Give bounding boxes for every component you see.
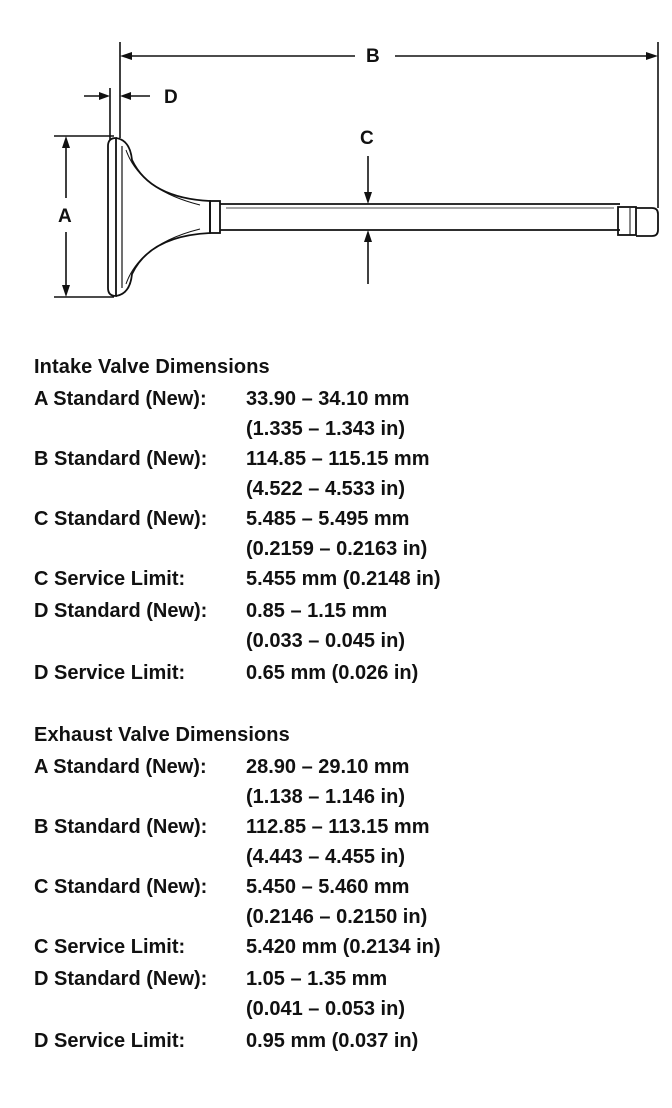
intake-title: Intake Valve Dimensions (34, 356, 270, 378)
row-value: 5.420 mm (0.2134 in) (246, 936, 441, 958)
intake-row-d-service-limit (0, 662, 672, 692)
row-value-mm: 0.85 – 1.15 mm (246, 600, 388, 622)
row-label: D Standard (New): (34, 600, 208, 622)
row-label: D Service Limit: (34, 662, 186, 684)
row-value-in: (0.033 – 0.045 in) (246, 630, 405, 652)
row-label: C Standard (New): (34, 876, 208, 898)
row-value-mm: 5.485 – 5.495 mm (246, 508, 410, 530)
row-value: 0.65 mm (0.026 in) (246, 662, 419, 684)
row-label: C Service Limit: (34, 568, 186, 590)
row-label: D Service Limit: (34, 1030, 186, 1052)
dimension-b (120, 42, 658, 208)
exhaust-row-d-standard (0, 968, 672, 1020)
valve-diagram (0, 0, 672, 330)
dimension-c (364, 156, 372, 284)
label-c: C (360, 128, 374, 149)
row-value-in: (1.335 – 1.343 in) (246, 418, 405, 440)
label-d: D (164, 87, 178, 108)
row-value-mm: 28.90 – 29.10 mm (246, 756, 410, 778)
intake-row-c-standard (0, 508, 672, 560)
exhaust-row-d-service-limit (0, 1030, 672, 1060)
intake-row-c-service-limit (0, 568, 672, 598)
exhaust-row-a-standard (0, 756, 672, 808)
row-value-mm: 33.90 – 34.10 mm (246, 388, 410, 410)
exhaust-row-c-standard (0, 876, 672, 928)
row-label: C Standard (New): (34, 508, 208, 530)
row-value: 5.455 mm (0.2148 in) (246, 568, 441, 590)
intake-row-b-standard (0, 448, 672, 500)
row-value-in: (0.041 – 0.053 in) (246, 998, 405, 1020)
row-label: D Standard (New): (34, 968, 208, 990)
row-value-in: (0.2159 – 0.2163 in) (246, 538, 428, 560)
intake-row-d-standard (0, 600, 672, 652)
row-value-mm: 114.85 – 115.15 mm (246, 448, 430, 470)
row-label: B Standard (New): (34, 816, 208, 838)
row-value-mm: 5.450 – 5.460 mm (246, 876, 410, 898)
row-label: A Standard (New): (34, 756, 207, 778)
label-b: B (366, 46, 380, 67)
valve-drawing (108, 138, 658, 296)
intake-row-a-standard (0, 388, 672, 440)
row-value-in: (1.138 – 1.146 in) (246, 786, 405, 808)
label-a: A (58, 206, 72, 227)
row-label: C Service Limit: (34, 936, 186, 958)
dimension-d (84, 88, 150, 140)
exhaust-title: Exhaust Valve Dimensions (34, 724, 290, 746)
row-value-mm: 1.05 – 1.35 mm (246, 968, 388, 990)
exhaust-row-c-service-limit (0, 936, 672, 966)
row-label: B Standard (New): (34, 448, 208, 470)
row-value-in: (4.522 – 4.533 in) (246, 478, 405, 500)
row-value: 0.95 mm (0.037 in) (246, 1030, 419, 1052)
row-value-in: (4.443 – 4.455 in) (246, 846, 405, 868)
row-value-in: (0.2146 – 0.2150 in) (246, 906, 428, 928)
row-label: A Standard (New): (34, 388, 207, 410)
exhaust-row-b-standard (0, 816, 672, 868)
row-value-mm: 112.85 – 113.15 mm (246, 816, 430, 838)
